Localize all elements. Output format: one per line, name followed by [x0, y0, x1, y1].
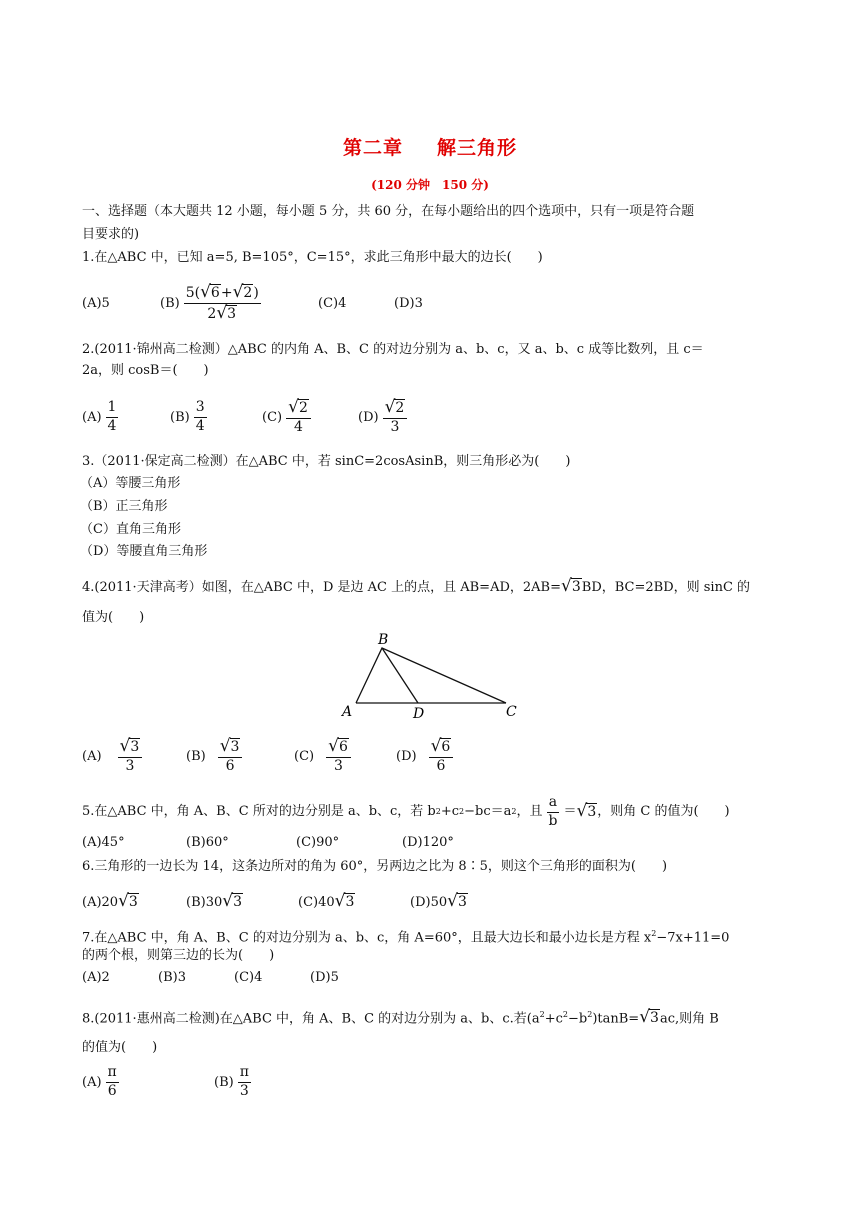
q4-option-a: (A) √ 3 3: [82, 736, 146, 776]
q1-option-c: (C)4: [318, 295, 347, 311]
q7-option-b: (B)3: [158, 970, 186, 985]
question-7-stem-line2: 的两个根，则第三边的长为( ): [82, 948, 275, 963]
question-3-stem: 3.（2011·保定高二检测）在△ABC 中，若 sinC=2cosAsinB，则三角形必为( ): [82, 454, 571, 469]
section-instructions-line1: 一、选择题（本大题共 12 小题，每小题 5 分，共 60 分，在每小题给出的四个选项中，只有一项是符合题: [82, 204, 695, 219]
chapter-name: 解三角形: [437, 137, 518, 159]
q4-option-b: (B) √ 3 6: [186, 736, 246, 776]
q1-option-d: (D)3: [394, 295, 423, 311]
chapter-number: 第二章: [342, 137, 403, 159]
question-6-stem: 6.三角形的一边长为 14，这条边所对的角为 60°，另两边之比为 8∶5，则这个三角形的面积为( ): [82, 859, 668, 874]
label-b: B: [378, 632, 389, 648]
q7-option-a: (A)2: [82, 970, 110, 985]
q1-option-b-fraction: 5( √ 6 + √ 2 ) 2 √ 3: [185, 281, 259, 323]
q8-option-a: (A) $\frac{\pi}{6}$: [82, 1064, 117, 1099]
q3-option-b: （B）正三角形: [80, 499, 168, 514]
question-8-stem-line2: 的值为( ): [82, 1040, 158, 1055]
q6-option-d: (D)50 √ 3: [410, 891, 467, 911]
q3-option-c: （C）直角三角形: [80, 522, 181, 537]
q5-option-c: (C)90°: [296, 835, 340, 850]
q2-option-d: (D) √ 2 3: [358, 397, 411, 437]
q4-option-c: (C) √ 6 3: [294, 736, 355, 776]
q1-option-b: (B) 5( √ 6 + √ 2 ) 2 √ 3: [160, 281, 259, 323]
label-a: A: [342, 704, 353, 720]
q7-option-d: (D)5: [310, 970, 339, 985]
label-c: C: [506, 704, 517, 720]
q5-option-a: (A)45°: [82, 835, 125, 850]
q6-option-b: (B)30 √ 3: [186, 891, 243, 911]
q3-option-d: （D）等腰直角三角形: [80, 544, 208, 559]
q5-option-b: (B)60°: [186, 835, 229, 850]
q4-option-d: (D) √ 6 6: [396, 736, 457, 776]
q6-option-a: (A)20 √ 3: [82, 891, 138, 911]
question-7-stem-line1: 7.在△ABC 中，角 A、B、C 的对边分别为 a、b、c，角 A=60°，且最大边长和最小边长是方程 $x^2-7x+11=0$: [82, 929, 730, 946]
question-1-stem: 1.在△ABC 中，已知 a=5, B=105°，C=15°，求此三角形中最大的边长( ): [82, 250, 543, 265]
time-score: (120 分钟 150 分): [371, 178, 489, 192]
q1-option-a: (A)5: [82, 295, 110, 311]
question-5-stem: 5.在△ABC 中，角 A、B、C 所对的边分别是 a、b、c，若 b 2 +c 2 −bc＝a 2 ，且 $\frac{a}{b}$ ＝ √ 3 ，则角 C 的值为( ): [82, 794, 730, 829]
question-4-stem-line1: 4.(2011·天津高考）如图，在△ABC 中，D 是边 AC 上的点，且 AB=AD，2AB= √ 3 BD，BC=2BD，则 sinC 的: [82, 576, 751, 596]
q3-option-a: （A）等腰三角形: [80, 476, 181, 491]
question-2-stem-line1: 2.(2011·锦州高二检测）△ABC 的内角 A、B、C 的对边分别为 a、b、c，又 a、b、c 成等比数列，且 c＝: [82, 342, 704, 357]
triangle-figure: [338, 630, 528, 722]
label-d: D: [413, 706, 425, 722]
question-8-stem-line1: 8.(2011·惠州高二检测)在△ABC 中，角 A、B、C 的对边分别为 a、b、c.若$(a^2+c^2-b^2)\tan B=$ √ 3 ac,则角 B: [82, 1007, 719, 1028]
q5-option-d: (D)120°: [402, 835, 454, 850]
q8-option-b: (B) $\frac{\pi}{3}$: [214, 1064, 249, 1099]
q2-option-c: (C) √ 2 4: [262, 397, 315, 437]
q7-option-c: (C)4: [234, 970, 263, 985]
chapter-title: [0, 133, 860, 160]
section-instructions-line2: 目要求的): [82, 227, 140, 242]
question-4-stem-line2: 值为( ): [82, 610, 145, 625]
q6-option-c: (C)40 √ 3: [298, 891, 355, 911]
triangle-sides: [356, 648, 506, 703]
q2-option-a: (A) $\frac{1}{4}$: [82, 399, 117, 434]
q2-option-b: (B) $\frac{3}{4}$: [170, 399, 205, 434]
question-2-stem-line2: 2a，则 cosB＝( ): [82, 363, 209, 378]
